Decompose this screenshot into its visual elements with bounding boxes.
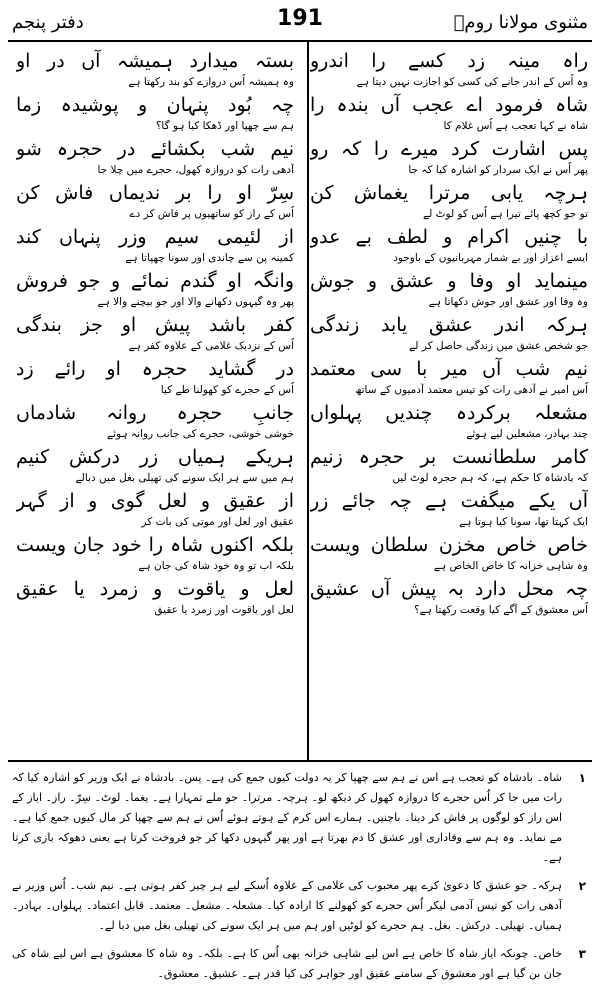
persian-verse: مشعلہ برکردہ چندیں پہلواں [310,402,588,424]
urdu-translation: اُس کے راز کو ساتھیوں پر فاش کر دے [129,208,294,220]
footnotes [12,768,588,992]
persian-verse: جانبِ حجرہ روانہ شادماں [16,402,294,424]
urdu-translation: چند بہادر، مشعلیں لیے ہوئے [466,428,588,440]
verse-block [310,48,588,92]
verse-block [310,532,588,576]
verse-block [16,224,294,268]
persian-verse: سِرّ او را بر ندیماں فاش کن [16,182,294,204]
footnote [12,768,588,868]
verse-block [310,180,588,224]
footnote [12,876,588,936]
verse-block [16,268,294,312]
urdu-translation: ایک کہتا تھا، سونا کیا ہوتا ہے [459,516,588,528]
verse-block [310,312,588,356]
verse-block [310,224,588,268]
persian-verse: پس اشارت کرد میرے را کہ رو [310,138,588,160]
persian-verse: کامر سلطانست بر حجرہ زنیم [310,446,588,468]
urdu-translation: ہم سے چھپا اور ڈھکا کیا ہو گا؟ [155,120,294,132]
urdu-translation: پھر وہ گیہوں دکھانے والا اور جو بیچنے والا ہے [97,296,294,308]
persian-verse: از عقیق و لعل گوی و از گہر [16,490,294,512]
verse-block [310,576,588,620]
verse-block [16,92,294,136]
footnote-number: ۳ [578,947,586,961]
urdu-translation: جو شخص عشق میں زندگی حاصل کر لے [409,340,588,352]
urdu-translation: وہ اُس کے اندر جانے کی کسی کو اجازت نہیں دیتا ہے [356,76,588,88]
urdu-translation: پھر اُس نے ایک سردار کو اشارہ کیا کہ جا [408,164,588,176]
persian-verse: وانگہ او گندم نمائے و جو فروش [16,270,294,292]
page-header [8,4,592,40]
footnote-number: ۱ [578,771,586,785]
persian-verse: راہ مینہ زد کسے را اندرو [310,50,588,72]
header-rule [8,40,592,42]
persian-verse: خاص خاص مخزن سلطان ویست [310,534,588,556]
verse-block [310,356,588,400]
persian-verse: لعل و یاقوت و زمرد یا عقیق [16,578,294,600]
urdu-translation: اُس کے نزدیک غلامی کے علاوہ کفر ہے [128,340,294,352]
persian-verse: ہرکہ اندر عشق یابد زندگی [310,314,588,336]
urdu-translation: اُس معشوق کے آگے کیا وقعت رکھتا ہے؟ [414,604,588,616]
verse-block [16,488,294,532]
persian-verse: شاہ فرمود اے عجب آں بندہ را [310,94,588,116]
urdu-translation: شاہ نے کہا تعجب ہے اُس غلام کا [443,120,588,132]
persian-verse: با چنیں اکرام و لطف بے عدو [310,226,588,248]
persian-verse: نیم شب آں میر با سی معتمد [310,358,588,380]
verse-block [16,136,294,180]
verse-block [16,48,294,92]
footnote [12,944,588,984]
persian-verse: ہریکے ہمیاں زر درکش کنیم [16,446,294,468]
verse-block [16,400,294,444]
urdu-translation: وہ وفا اور عشق اور جوش دکھاتا ہے [428,296,588,308]
persian-verse: کفر باشد پیش او جز بندگی [16,314,294,336]
urdu-translation: عقیق اور لعل اور موتی کی بات کر [141,516,294,528]
urdu-translation: ہم میں سے ہر ایک سونے کی تھیلی بغل میں دبالے [75,472,294,484]
footnote-rule [8,760,592,762]
urdu-translation: وہ ہمیشہ اُس دروازے کو بند رکھتا ہے [128,76,294,88]
page-number: 191 [277,6,323,31]
persian-verse: نیم شب بکشائے در حجرہ شو [16,138,294,160]
persian-verse: چہ محل دارد بہ پیش آں عشیق [310,578,588,600]
urdu-translation: لعل اور یاقوت اور زمرد یا عقیق [154,604,294,616]
verse-block [16,356,294,400]
urdu-translation: بلکہ اب تو وہ خود شاہ کی جان ہے [138,560,294,572]
persian-verse: در گشاید حجرہ او رائے زد [16,358,294,380]
section-title: دفتر پنجم [12,12,84,33]
persian-verse: بستہ میدارد ہمیشہ آں در او [16,50,294,72]
persian-verse: چہ بُود پنہان و پوشیدہ زما [16,94,294,116]
urdu-translation: کہ بادشاہ کا حکم ہے، کہ ہم حجرہ لوٹ لیں [392,472,588,484]
verse-block [310,268,588,312]
persian-verse: بلکہ اکنوں شاہ را خود جان ویست [16,534,294,556]
left-verse-column [16,48,294,620]
verse-block [16,444,294,488]
urdu-translation: وہ شاہی خزانہ کا خاص الخاص ہے [433,560,588,572]
verse-block [16,180,294,224]
persian-verse: ہرچہ یابی مرترا یغماش کن [310,182,588,204]
verse-block [310,400,588,444]
urdu-translation: خوشی خوشی، حجرے کی جانب روانہ ہوئے [106,428,294,440]
verse-block [310,92,588,136]
urdu-translation: کمینہ پن سے چاندی اور سونا چھپاتا ہے [125,252,294,264]
verse-block [310,136,588,180]
persian-verse: آں یکے میگفت ہے چہ جائے زر [310,490,588,512]
persian-verse: مینماید او وفا و عشق و جوش [310,270,588,292]
footnote-text: خاص۔ چونکہ ایاز شاہ کا خاص ہے اس لیے شاہی خزانہ بھی اُس کا ہے۔ بلکہ۔ وہ شاہ کا معشوق ہے اس لیے شاہ کی جان بن گیا ہے اور معشوق کے سامنے عقیق اور جواہر کی کیا قدر ہے۔ عشیق۔ معشوق۔ [12,947,562,980]
urdu-translation: آدھی رات کو دروازہ کھول، حجرے میں چلا جا [97,164,294,176]
verse-block [16,532,294,576]
urdu-translation: اُس امیر نے آدھی رات کو تیس معتمد آدمیوں کے ساتھ [354,384,588,396]
column-divider [307,40,309,760]
verse-block [310,444,588,488]
verse-block [16,576,294,620]
urdu-translation: تو جو کچھ پائے تیرا ہے اُس کو لوٹ لے [422,208,588,220]
urdu-translation: اُس کے حجرے کو کھولنا طے کیا [160,384,294,396]
verse-block [16,312,294,356]
verse-block [310,488,588,532]
footnote-text: شاہ۔ بادشاہ کو تعجب ہے اس نے ہم سے چھپا کر یہ دولت کیوں جمع کی ہے۔ پس۔ بادشاہ نے ایک وزیر کو اشارہ کیا کہ رات میں جا کر اُس حجرے کا دروازہ کھول کر دیکھ لو۔ ہرچہ۔ مرترا۔ جو ملے تمہارا ہے۔ یغما۔ لوٹ۔ سِرّ۔ راز۔ ایاز کے اس راز کو لوگوں پر فاش کر دینا۔ باچنیں۔ ہمارے اس کرم کے ہوتے ہوئے اُس نے ہم سے چھپا کر مال کیوں جمع کیا ہے۔ مے نماید۔ وہ ہم سے وفاداری اور عشق کا دم بھرتا ہے اور پھر گیہوں دکھا کر جو فروخت کرتا ہے یعنی دھوکہ بازی کرتا ہے۔ [12,771,562,864]
footnote-text: ہرکہ۔ جو عشق کا دعویٰ کرے پھر محبوب کی غلامی کے علاوہ اُسکے لیے ہر چیز کفر ہوتی ہے۔ نیم شب۔ اُس وزیر نے آدھی رات کو تیس آدمی لیکر اُس حجرے کو کھولنے کا ارادہ کیا۔ مشعلہ۔ مشعل۔ معتمد۔ قابل اعتماد۔ پہلواں۔ بہادر۔ ہمیاں۔ تھیلی۔ درکش۔ بغل۔ ہم حجرے کو لوٹیں اور ہم میں ہر ایک سونے کی تھیلی بغل میں دبا لے۔ [12,879,562,932]
urdu-translation: ایسے اعزاز اور بے شمار مہربانیوں کے باوجود [393,252,588,264]
book-title: مثنوی مولانا رومؒ [453,12,588,33]
persian-verse: از لئیمی سیم وزر پنہاں کند [16,226,294,248]
right-verse-column [310,48,588,620]
footnote-number: ۲ [578,879,586,893]
